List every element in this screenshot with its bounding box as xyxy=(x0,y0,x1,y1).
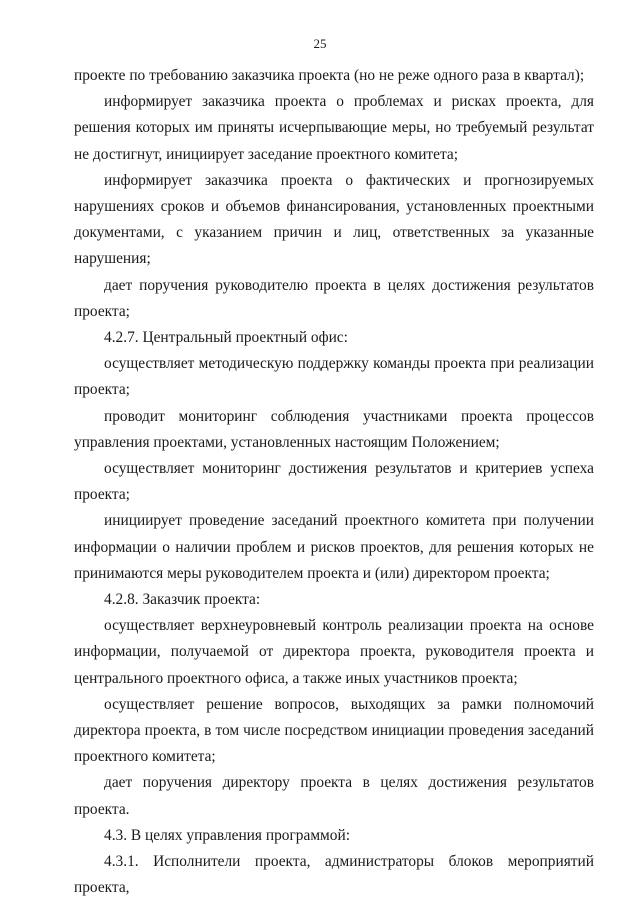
paragraph: осуществляет методическую поддержку команды проекта при реализации проекта; xyxy=(74,355,594,399)
paragraph: информирует заказчика проекта о фактических и прогнозируемых нарушениях сроков и объемов финансирования, установленных проектными документами, с указанием причин и лиц, ответственных за указанные нарушения; xyxy=(74,171,594,268)
section-heading: 4.2.7. Центральный проектный офис: xyxy=(104,329,348,347)
section-heading: 4.2.8. Заказчик проекта: xyxy=(104,591,261,609)
paragraph: проекте по требованию заказчика проекта (но не реже одного раза в квартал); xyxy=(74,67,585,84)
page-number: 25 xyxy=(313,36,327,51)
paragraph: осуществляет мониторинг достижения результатов и критериев успеха проекта; xyxy=(74,460,594,504)
paragraph: инициирует проведение заседаний проектного комитета при получении информации о наличии проблем и рисков проектов, для решения которых не принимаются меры руководителем проекта и (или) директором проекта; xyxy=(74,512,594,582)
paragraph: информирует заказчика проекта о проблемах и рисках проекта, для решения которых им приняты исчерпывающие меры, но требуемый результат не достигнут, инициирует заседание проектного комитета; xyxy=(74,93,594,163)
paragraph: дает поручения руководителю проекта в целях достижения результатов проекта; xyxy=(74,276,594,320)
section-heading: 4.3. В целях управления программой: xyxy=(104,826,351,844)
paragraph: осуществляет решение вопросов, выходящих за рамки полномочий директора проекта, в том числе посредством инициации проведения заседаний проектного комитета; xyxy=(74,695,594,766)
paragraph: проводит мониторинг соблюдения участниками проекта процессов управления проектами, установленных настоящим Положением; xyxy=(74,407,594,451)
paragraph: дает поручения директору проекта в целях достижения результатов проекта. xyxy=(74,774,594,818)
document-body xyxy=(74,63,594,902)
paragraph: 4.3.1. Исполнители проекта, администраторы блоков мероприятий проекта, xyxy=(74,853,594,897)
paragraph: осуществляет верхнеуровневый контроль реализации проекта на основе информации, получаемой от директора проекта, руководителя проекта и центрального проектного офиса, а также иных участников проекта; xyxy=(74,617,594,687)
